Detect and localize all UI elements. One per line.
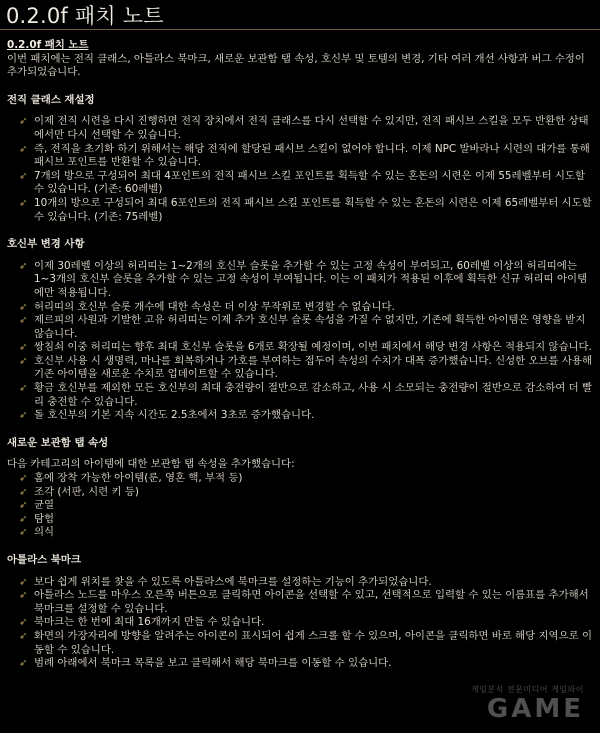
section-list-stash-tab <box>7 472 592 540</box>
patch-subtitle: 0.2.0f 패치 노트 <box>7 39 89 51</box>
page-header <box>0 0 600 30</box>
section-list-flask-changes <box>7 260 592 423</box>
list-item: ➶ 홈에 장착 가능한 아이템(룬, 영혼 핵, 부적 등) <box>19 472 592 486</box>
list-item: ➶ 범례 아래에서 북마크 목록을 보고 클릭해서 해당 북마크를 이동할 수 있습니다. <box>19 657 592 671</box>
list-item: ➶ 10개의 방으로 구성되어 최대 6포인트의 전직 패시브 스킬 포인트를 획득할 수 있는 혼돈의 시련은 이제 65레벨부터 시도할 수 있습니다. (기존: 75레벨) <box>19 197 592 224</box>
list-item: ➶ 쌍침쇠 이중 허리띠는 향후 최대 호신부 슬롯을 6개로 확장될 예정이며, 이번 패치에서 해당 변경 사항은 적용되지 않습니다. <box>19 341 592 355</box>
list-item: ➶ 아틀라스 노드를 마우스 오른쪽 버튼으로 클릭하면 아이콘을 선택할 수 있고, 선택적으로 입력할 수 있는 이름표를 추가해서 북마크를 설정할 수 있습니다. <box>19 589 592 616</box>
stash-tab-lead: 다음 카테고리의 아이템에 대한 보관함 탭 속성을 추가했습니다: <box>7 458 295 471</box>
section-list-atlas-bookmarks <box>7 576 592 671</box>
list-item: ➶ 허리띠의 호신부 슬롯 개수에 대한 속성은 더 이상 무작위로 변경할 수 없습니다. <box>19 301 592 315</box>
watermark-tagline: 게임분석 전문미디어 게임와이 <box>470 685 584 694</box>
section-title-atlas-bookmarks: 아틀라스 북마크 <box>7 554 81 566</box>
list-item: ➶ 탐험 <box>19 513 592 527</box>
section-title-flask-changes: 호신부 변경 사항 <box>7 238 85 251</box>
list-item: ➶ 이제 전직 시련을 다시 진행하면 전직 장치에서 전직 클래스를 다시 선택할 수 있지만, 전직 패시브 스킬을 모두 반환한 상태에서만 다시 선택할 수 있습니다. <box>19 115 592 142</box>
list-item: ➶ 균열 <box>19 499 592 513</box>
list-item: ➶ 호신부 사용 시 생명력, 마나를 회복하거나 가호를 부여하는 접두어 속성의 수치가 대폭 증가했습니다. 신성한 오브를 사용해 기존 아이템을 새로운 수치로 업데이트할 수 있습니다. <box>19 355 592 382</box>
list-item: ➶ 의식 <box>19 526 592 540</box>
list-item: ➶ 돌 호신부의 기본 지속 시간도 2.5초에서 3초로 증가했습니다. <box>19 409 592 423</box>
page-title: 0.2.0f 패치 노트 <box>6 3 164 28</box>
list-item: ➶ 화면의 가장자리에 방향을 알려주는 아이콘이 표시되어 쉽게 스크롤 할 수 있으며, 아이콘을 클릭하면 바로 해당 지역으로 이동할 수 있습니다. <box>19 630 592 657</box>
section-title-class-reset: 전직 클래스 재설정 <box>7 93 95 106</box>
section-list-class-reset <box>7 115 592 224</box>
list-item: ➶ 즉, 전직을 초기화 하기 위해서는 해당 전직에 할당된 패시브 스킬이 없어야 합니다. 이제 NPC 발바라나 시련의 대가를 통해 패시브 포인트를 반환할 수 있습니다. <box>19 143 592 170</box>
list-item: ➶ 제르피의 사원과 기발한 고유 허리띠는 이제 추가 호신부 슬롯 속성을 가질 수 없지만, 기존에 획득한 아이템은 영향을 받지 않습니다. <box>19 314 592 341</box>
list-item: ➶ 7개의 방으로 구성되어 최대 4포인트의 전직 패시브 스킬 포인트를 획득할 수 있는 혼돈의 시련은 이제 55레벨부터 시도할 수 있습니다. (기존: 60레벨) <box>19 170 592 197</box>
list-item: ➶ 황금 호신부를 제외한 모든 호신부의 최대 충전량이 절반으로 감소하고, 사용 시 소모되는 충전량이 절반으로 감소하여 더 빨리 충전할 수 있습니다. <box>19 382 592 409</box>
list-item: ➶ 북마크는 한 번에 최대 16개까지 만들 수 있습니다. <box>19 616 592 630</box>
watermark-wordmark: GAME <box>486 694 584 724</box>
list-item: ➶ 보다 쉽게 위치를 찾을 수 있도록 아틀라스에 북마크를 설정하는 기능이 추가되었습니다. <box>19 576 592 590</box>
list-item: ➶ 조각 (서판, 시련 키 등) <box>19 486 592 500</box>
watermark-logo <box>471 684 584 723</box>
intro-paragraph: 이번 패치에는 전직 클래스, 아틀라스 북마크, 새로운 보관함 탭 속성, 호신부 및 토템의 변경, 기타 여러 개선 사항과 버그 수정이 추가되었습니다. <box>7 52 585 79</box>
section-title-stash-tab: 새로운 보관함 탭 속성 <box>7 436 109 449</box>
patch-notes-body <box>0 30 600 671</box>
list-item: ➶ 이제 30레벨 이상의 허리띠는 1~2개의 호신부 슬롯을 추가할 수 있는 고정 속성이 부여되고, 60레벨 이상의 허리띠에는 1~3개의 호신부 슬롯을 추가할 수 있는 고정 속성이 부여됩니다. 이는 이 패치가 적용된 이후에 획득한 신규 허리띠 아이템에만 적용됩니다. <box>19 260 592 301</box>
